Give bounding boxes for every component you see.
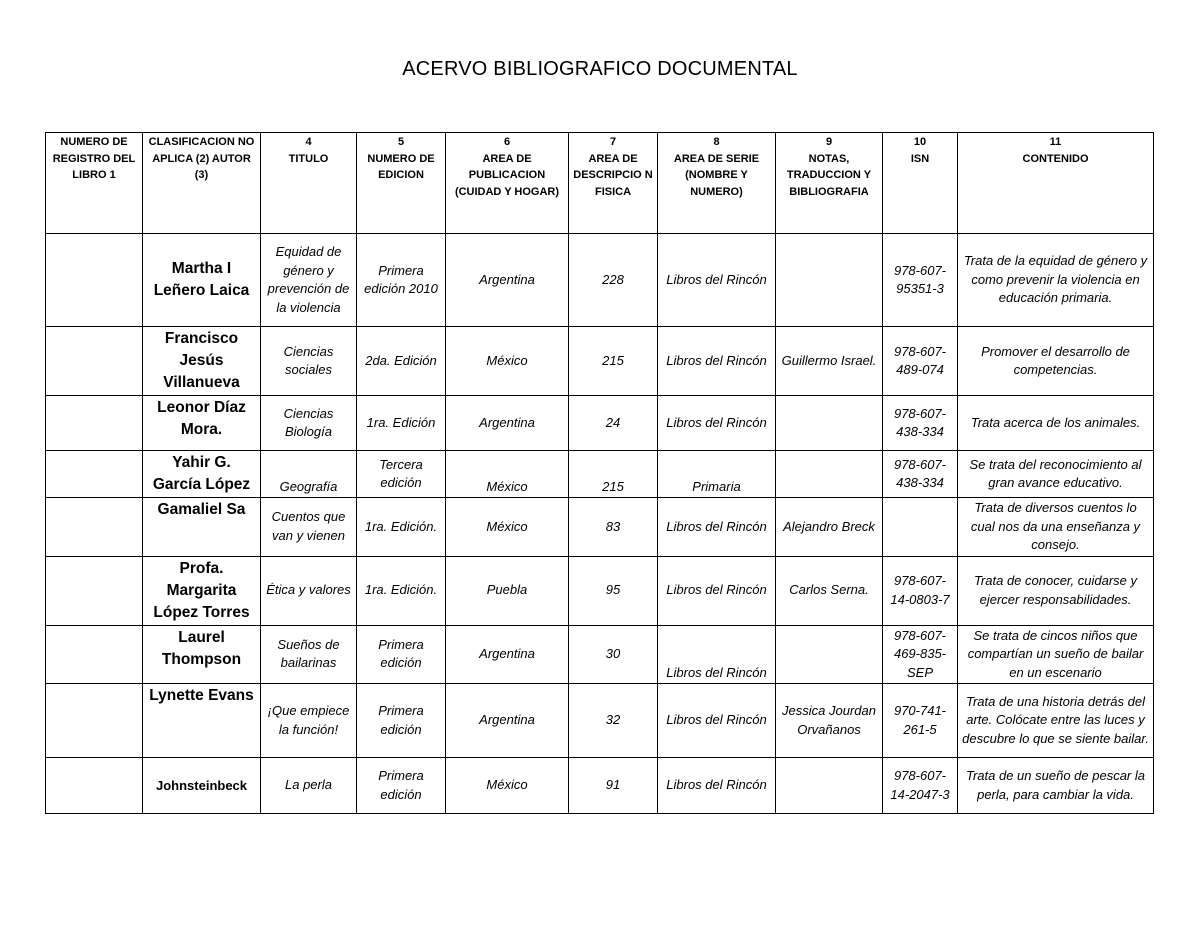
header-number: 4 xyxy=(305,136,312,148)
cell-registro xyxy=(46,684,143,758)
cell-titulo: Cuentos que van y vienen xyxy=(261,498,357,557)
cell-descripcion: 30 xyxy=(569,625,658,684)
table-row xyxy=(46,758,1154,814)
cell-serie: Libros del Rincón xyxy=(658,684,776,758)
header-number: 10 xyxy=(913,136,927,148)
header-notas xyxy=(776,133,883,234)
header-label: CONTENIDO xyxy=(1022,152,1089,165)
cell-contenido: Trata acerca de los animales. xyxy=(958,396,1154,451)
cell-serie: Libros del Rincón xyxy=(658,556,776,625)
cell-publicacion: México xyxy=(446,451,569,498)
document-title: ACERVO BIBLIOGRAFICO DOCUMENTAL xyxy=(402,58,798,80)
cell-isn: 978-607-489-074 xyxy=(883,327,958,396)
cell-serie: Libros del Rincón xyxy=(658,758,776,814)
header-number: 6 xyxy=(503,136,511,148)
cell-descripcion: 228 xyxy=(569,234,658,327)
header-number: 8 xyxy=(713,136,720,148)
cell-contenido: Se trata de cincos niños que compartían un sueño de bailar en un escenario xyxy=(958,625,1154,684)
cell-contenido: Se trata del reconocimiento al gran avance educativo. xyxy=(958,451,1154,498)
cell-edicion: Primera edición 2010 xyxy=(357,234,446,327)
cell-publicacion: México xyxy=(446,758,569,814)
cell-serie: Libros del Rincón xyxy=(658,498,776,557)
header-number: 5 xyxy=(397,136,405,148)
header-label: NUMERO DE EDICION xyxy=(367,152,435,181)
header-label: TITULO xyxy=(288,152,329,165)
table-header xyxy=(46,133,1154,234)
cell-notas xyxy=(776,625,883,684)
cell-registro xyxy=(46,327,143,396)
acervo-table xyxy=(45,132,1154,814)
cell-autor: Martha I Leñero Laica xyxy=(143,234,261,327)
header-label: NOTAS, TRADUCCION Y BIBLIOGRAFIA xyxy=(786,152,872,198)
cell-autor: Yahir G. García López xyxy=(143,451,261,498)
table-row xyxy=(46,625,1154,684)
cell-isn: 970-741-261-5 xyxy=(883,684,958,758)
cell-registro xyxy=(46,498,143,557)
cell-publicacion: Puebla xyxy=(446,556,569,625)
cell-descripcion: 24 xyxy=(569,396,658,451)
cell-autor: Laurel Thompson xyxy=(143,625,261,684)
cell-notas: Jessica Jourdan Orvañanos xyxy=(776,684,883,758)
header-label: AREA DE PUBLICACION (CUIDAD Y HOGAR) xyxy=(454,152,560,198)
table-row xyxy=(46,451,1154,498)
cell-notas xyxy=(776,451,883,498)
header-autor xyxy=(143,133,261,234)
header-number: 11 xyxy=(1049,136,1062,148)
header-label: CLASIFICACION NO APLICA (2) AUTOR (3) xyxy=(148,136,255,181)
table-body xyxy=(46,234,1154,814)
cell-contenido: Promover el desarrollo de competencias. xyxy=(958,327,1154,396)
cell-contenido: Trata de una historia detrás del arte. Colócate entre las luces y descubre lo que se siente bailar. xyxy=(958,684,1154,758)
cell-serie: Libros del Rincón xyxy=(658,625,776,684)
cell-isn: 978-607-438-334 xyxy=(883,451,958,498)
cell-edicion: Primera edición xyxy=(357,684,446,758)
cell-titulo: Ética y valores xyxy=(261,556,357,625)
cell-descripcion: 32 xyxy=(569,684,658,758)
cell-registro xyxy=(46,625,143,684)
header-contenido xyxy=(958,133,1154,234)
header-publicacion xyxy=(446,133,569,234)
cell-registro xyxy=(46,556,143,625)
cell-titulo: La perla xyxy=(261,758,357,814)
header-registro xyxy=(46,133,143,234)
cell-edicion: 1ra. Edición. xyxy=(357,556,446,625)
cell-registro xyxy=(46,234,143,327)
cell-isn: 978-607-95351-3 xyxy=(883,234,958,327)
cell-notas xyxy=(776,396,883,451)
header-label: AREA DE DESCRIPCIO N FISICA xyxy=(573,152,653,198)
cell-notas: Carlos Serna. xyxy=(776,556,883,625)
cell-publicacion: México xyxy=(446,327,569,396)
cell-edicion: Primera edición xyxy=(357,625,446,684)
cell-titulo: Sueños de bailarinas xyxy=(261,625,357,684)
cell-autor: Gamaliel Sa xyxy=(143,498,261,557)
table-row xyxy=(46,684,1154,758)
cell-serie: Primaria xyxy=(658,451,776,498)
header-number: 9 xyxy=(825,136,833,148)
cell-registro xyxy=(46,451,143,498)
cell-titulo: Ciencias Biología xyxy=(261,396,357,451)
cell-edicion: 2da. Edición xyxy=(357,327,446,396)
cell-notas: Guillermo Israel. xyxy=(776,327,883,396)
cell-autor: Lynette Evans xyxy=(143,684,261,758)
header-descripcion xyxy=(569,133,658,234)
cell-registro xyxy=(46,396,143,451)
cell-autor: Johnsteinbeck xyxy=(143,758,261,814)
cell-edicion: Tercera edición xyxy=(357,451,446,498)
header-serie xyxy=(658,133,776,234)
cell-contenido: Trata de un sueño de pescar la perla, para cambiar la vida. xyxy=(958,758,1154,814)
cell-isn: 978-607-438-334 xyxy=(883,396,958,451)
cell-titulo: Ciencias sociales xyxy=(261,327,357,396)
cell-edicion: 1ra. Edición xyxy=(357,396,446,451)
cell-descripcion: 215 xyxy=(569,451,658,498)
table-row xyxy=(46,327,1154,396)
cell-isn: 978-607-14-0803-7 xyxy=(883,556,958,625)
header-label: ISN xyxy=(910,152,930,165)
table-row xyxy=(46,556,1154,625)
cell-descripcion: 95 xyxy=(569,556,658,625)
cell-contenido: Trata de conocer, cuidarse y ejercer responsabilidades. xyxy=(958,556,1154,625)
cell-edicion: Primera edición xyxy=(357,758,446,814)
cell-titulo: Equidad de género y prevención de la violencia xyxy=(261,234,357,327)
cell-descripcion: 83 xyxy=(569,498,658,557)
cell-serie: Libros del Rincón xyxy=(658,234,776,327)
header-edicion xyxy=(357,133,446,234)
cell-notas xyxy=(776,758,883,814)
cell-autor: Francisco Jesús Villanueva xyxy=(143,327,261,396)
cell-notas xyxy=(776,234,883,327)
cell-publicacion: Argentina xyxy=(446,396,569,451)
cell-contenido: Trata de la equidad de género y como prevenir la violencia en educación primaria. xyxy=(958,234,1154,327)
table-row xyxy=(46,396,1154,451)
header-label: AREA DE SERIE (NOMBRE Y NUMERO) xyxy=(673,152,760,198)
cell-titulo: Geografía xyxy=(261,451,357,498)
cell-publicacion: México xyxy=(446,498,569,557)
cell-isn: 978-607-14-2047-3 xyxy=(883,758,958,814)
cell-publicacion: Argentina xyxy=(446,234,569,327)
header-label: NUMERO DE REGISTRO DEL LIBRO 1 xyxy=(52,136,136,181)
cell-registro xyxy=(46,758,143,814)
cell-isn: 978-607-469-835-SEP xyxy=(883,625,958,684)
cell-serie: Libros del Rincón xyxy=(658,327,776,396)
table-row xyxy=(46,498,1154,557)
cell-publicacion: Argentina xyxy=(446,684,569,758)
cell-contenido: Trata de diversos cuentos lo cual nos da una enseñanza y consejo. xyxy=(958,498,1154,557)
header-isn xyxy=(883,133,958,234)
cell-descripcion: 215 xyxy=(569,327,658,396)
cell-edicion: 1ra. Edición. xyxy=(357,498,446,557)
cell-titulo: ¡Que empiece la función! xyxy=(261,684,357,758)
table-row xyxy=(46,234,1154,327)
header-row xyxy=(46,133,1154,234)
cell-autor: Leonor Díaz Mora. xyxy=(143,396,261,451)
cell-notas: Alejandro Breck xyxy=(776,498,883,557)
header-titulo xyxy=(261,133,357,234)
cell-publicacion: Argentina xyxy=(446,625,569,684)
header-number: 7 xyxy=(609,136,617,148)
cell-autor: Profa. Margarita López Torres xyxy=(143,556,261,625)
cell-serie: Libros del Rincón xyxy=(658,396,776,451)
cell-isn xyxy=(883,498,958,557)
cell-descripcion: 91 xyxy=(569,758,658,814)
